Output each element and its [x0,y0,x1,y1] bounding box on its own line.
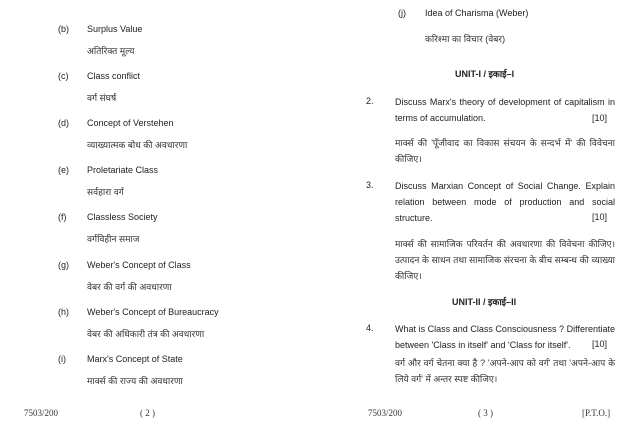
footer-code: 7503/200 [368,408,403,418]
list-item [0,260,320,300]
unit-heading: UNIT-I / इकाई–I [455,69,515,79]
list-item [0,71,320,111]
item-letter: (b) [58,24,69,34]
question-text-hi: मार्क्स की 'पूँजीवाद का विकास संचयन के सन्दर्भ में' की विवेचना कीजिए। [395,138,615,164]
item-title-hi: अतिरिक्त मूल्य [87,46,135,56]
marks-label: [10] [592,212,608,222]
list-item [0,212,320,252]
item-letter: (e) [58,165,69,175]
item-title-en: Marx's Concept of State [87,354,183,364]
footer-pto: [P.T.O.] [582,408,611,418]
marks-label: [10] [592,339,608,349]
item-letter: (f) [58,212,67,222]
list-item [0,354,320,394]
list-item [0,165,320,205]
item-letter: (g) [58,260,69,270]
item-title-hi: मार्क्स की राज्य की अवधारणा [87,376,183,386]
footer-code: 7503/200 [24,408,59,418]
question-number: 4. [366,323,374,333]
item-title-en: Classless Society [87,212,158,222]
item-title-hi: वर्गविहीन समाज [87,234,140,244]
item-title-en: Proletariate Class [87,165,159,175]
footer-page-number: ( 2 ) [140,408,155,418]
unit-heading: UNIT-II / इकाई–II [452,297,517,307]
item-title-en: Surplus Value [87,24,143,34]
question-text-hi: वर्ग और वर्ग चेतना क्या है ? 'अपने-आप को वर्ग' तथा 'अपने-आप के लिये वर्ग' में अन्तर स्पष्ट कीजिए। [395,358,615,384]
question-text-en: Discuss Marxian Concept of Social Change. Explain relation between mode of production and social structure. [395,181,615,223]
item-title-hi: सर्वहारा वर्ग [87,187,124,197]
footer-page-number: ( 3 ) [478,408,493,418]
item-title-en: Idea of Charisma (Weber) [425,8,529,18]
question-text-en: What is Class and Class Consciousness ? Differentiate between 'Class in itself' and 'Class for itself'. [395,324,615,350]
marks-label: [10] [592,113,608,123]
item-title-hi: वेबर की वर्ग की अवधारणा [87,282,172,292]
question-number: 3. [366,180,374,190]
item-title-hi: वर्ग संघर्ष [87,93,117,103]
item-title-hi: करिश्मा का विचार (वेबर) [425,34,506,44]
item-title-en: Weber's Concept of Class [87,260,191,270]
item-title-en: Weber's Concept of Bureaucracy [87,307,219,317]
item-letter: (i) [58,354,66,364]
question-text-en: Discuss Marx's theory of development of capitalism in terms of accumulation. [395,97,615,123]
list-item [0,307,320,347]
item-letter: (d) [58,118,69,128]
item-title-en: Concept of Verstehen [87,118,174,128]
list-item [0,118,320,158]
question-text-hi: मार्क्स की सामाजिक परिवर्तन की अवधारणा की विवेचना कीजिए। उत्पादन के साधन तथा सामाजिक संरचना के बीच सम्बन्ध की व्याख्या कीजिए। [395,239,615,281]
item-letter: (j) [398,8,406,18]
item-title-hi: व्याख्यात्मक बोध की अवधारणा [87,140,188,150]
item-title-hi: वेबर की अधिकारी तंत्र की अवधारणा [87,329,205,339]
item-title-en: Class conflict [87,71,141,81]
item-letter: (c) [58,71,69,81]
question-number: 2. [366,96,374,106]
item-letter: (h) [58,307,69,317]
list-item [0,24,320,64]
